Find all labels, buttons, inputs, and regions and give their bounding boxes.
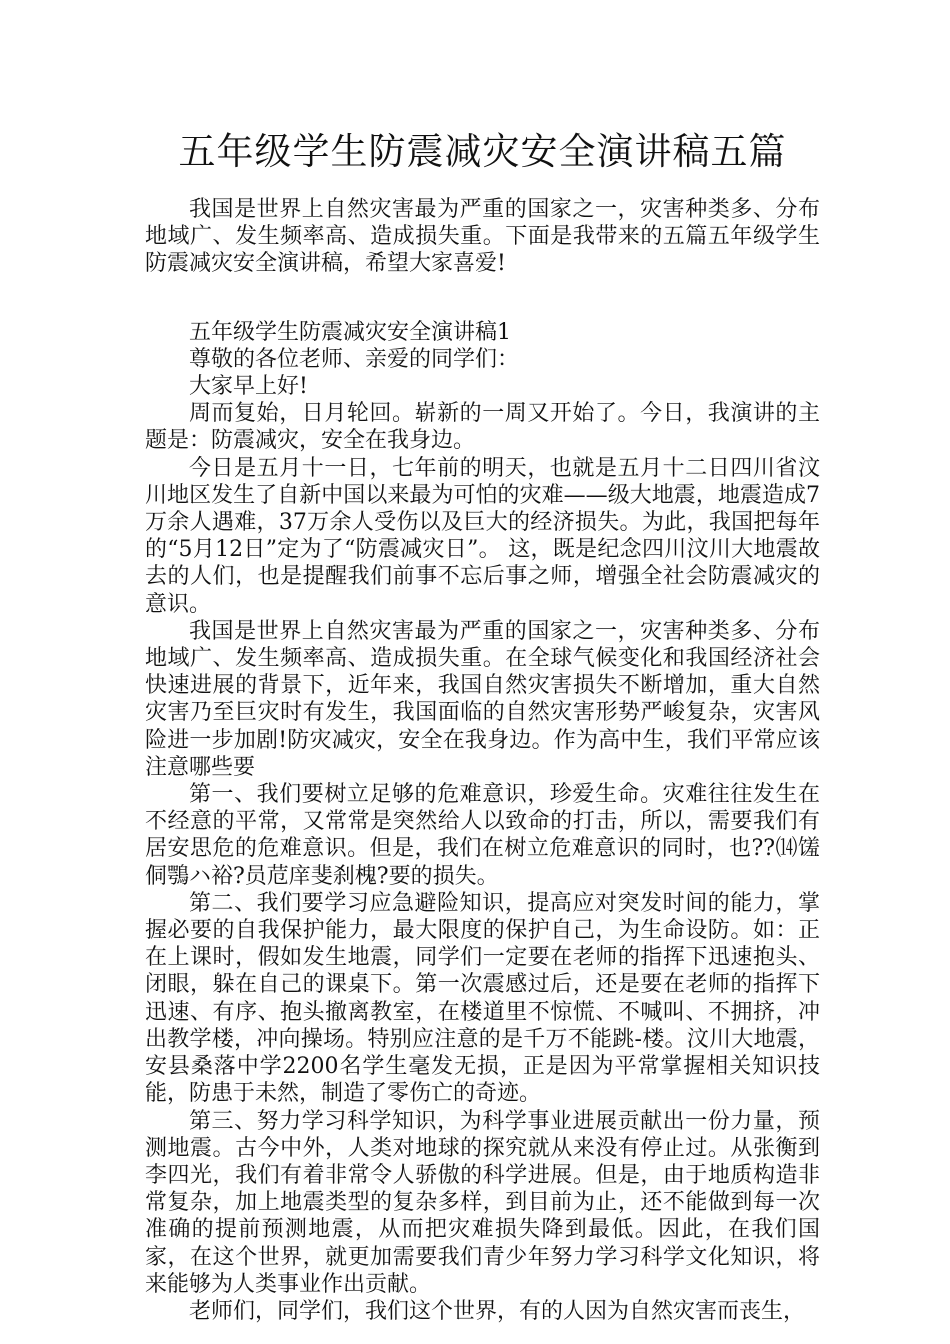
body-paragraph: 今日是五月十一日，七年前的明天，也就是五月十二日四川省汶川地区发生了自新中国以来最为可怕的灾难——级大地震，地震造成7万余人遇难，37万余人受伤以及巨大的经济损失。为此，我国把每年的“5月12日”定为了“防震减灾日”。 这，既是纪念四川汶川大地震故去的人们，也是提醒我们前事不忘后事之师，增强全社会防震减灾的意识。: [145, 455, 820, 617]
document-page: [145, 128, 820, 1325]
intro-paragraph: 我国是世界上自然灾害最为严重的国家之一，灾害种类多、分布地域广、发生频率高、造成损失重。下面是我带来的五篇五年级学生防震减灾安全演讲稿，希望大家喜爱!: [145, 197, 820, 277]
body-paragraph: 我国是世界上自然灾害最为严重的国家之一，灾害种类多、分布地域广、发生频率高、造成损失重。在全球气候变化和我国经济社会快速进展的背景下，近年来，我国自然灾害损失不断增加，重大自然灾害乃至巨灾时有发生，我国面临的自然灾害形势严峻复杂，灾害风险进一步加剧!防灾减灾，安全在我身边。作为高中生，我们平常应该注意哪些要: [145, 618, 820, 780]
body-paragraph: 第一、我们要树立足够的危难意识，珍爱生命。灾难往往发生在不经意的平常，又常常是突然给人以致命的打击，所以，需要我们有居安思危的危难意识。但是，我们在树立危难意识的同时，也??⒁馐侗鶚ハ裕?员苊庠斐刹槐?要的损失。: [145, 782, 820, 889]
speech-heading: 五年级学生防震减灾安全演讲稿1: [189, 319, 511, 345]
salutation: 尊敬的各位老师、亲爱的同学们：: [189, 346, 520, 372]
section-gap: [145, 278, 820, 319]
document-title: 五年级学生防震减灾安全演讲稿五篇: [178, 130, 787, 173]
body-paragraph: 第二、我们要学习应急避险知识，提高应对突发时间的能力，掌握必要的自我保护能力，最大限度的保护自己，为生命设防。如：正在上课时，假如发生地震，同学们一定要在老师的指挥下迅速抱头、闭眼，躲在自己的课桌下。第一次震感过后，还是要在老师的指挥下迅速、有序、抱头撤离教室，在楼道里不惊慌、不喊叫、不拥挤，冲出教学楼，冲向操场。特别应注意的是千万不能跳-楼。汶川大地震，安县桑落中学2200名学生毫发无损，正是因为平常掌握相关知识技能，防患于未然，制造了零伤亡的奇迹。: [145, 890, 820, 1107]
body-paragraph: 第三、努力学习科学知识，为科学事业进展贡献出一份力量，预测地震。古今中外，人类对地球的探究就从来没有停止过。从张衡到李四光，我们有着非常令人骄傲的科学进展。但是，由于地质构造非常复杂，加上地震类型的复杂多样，到目前为止，还不能做到每一次准确的提前预测地震，从而把灾难损失降到最低。因此，在我们国家，在这个世界，就更加需要我们青少年努力学习科学文化知识，将来能够为人类事业作出贡献。: [145, 1108, 820, 1297]
body-paragraph: 周而复始，日月轮回。崭新的一周又开始了。今日，我演讲的主题是：防震减灾，安全在我身边。: [145, 401, 820, 454]
greeting: 大家早上好!: [189, 374, 308, 400]
body-paragraph: 老师们，同学们，我们这个世界，有的人因为自然灾害而丧生，: [189, 1298, 806, 1324]
